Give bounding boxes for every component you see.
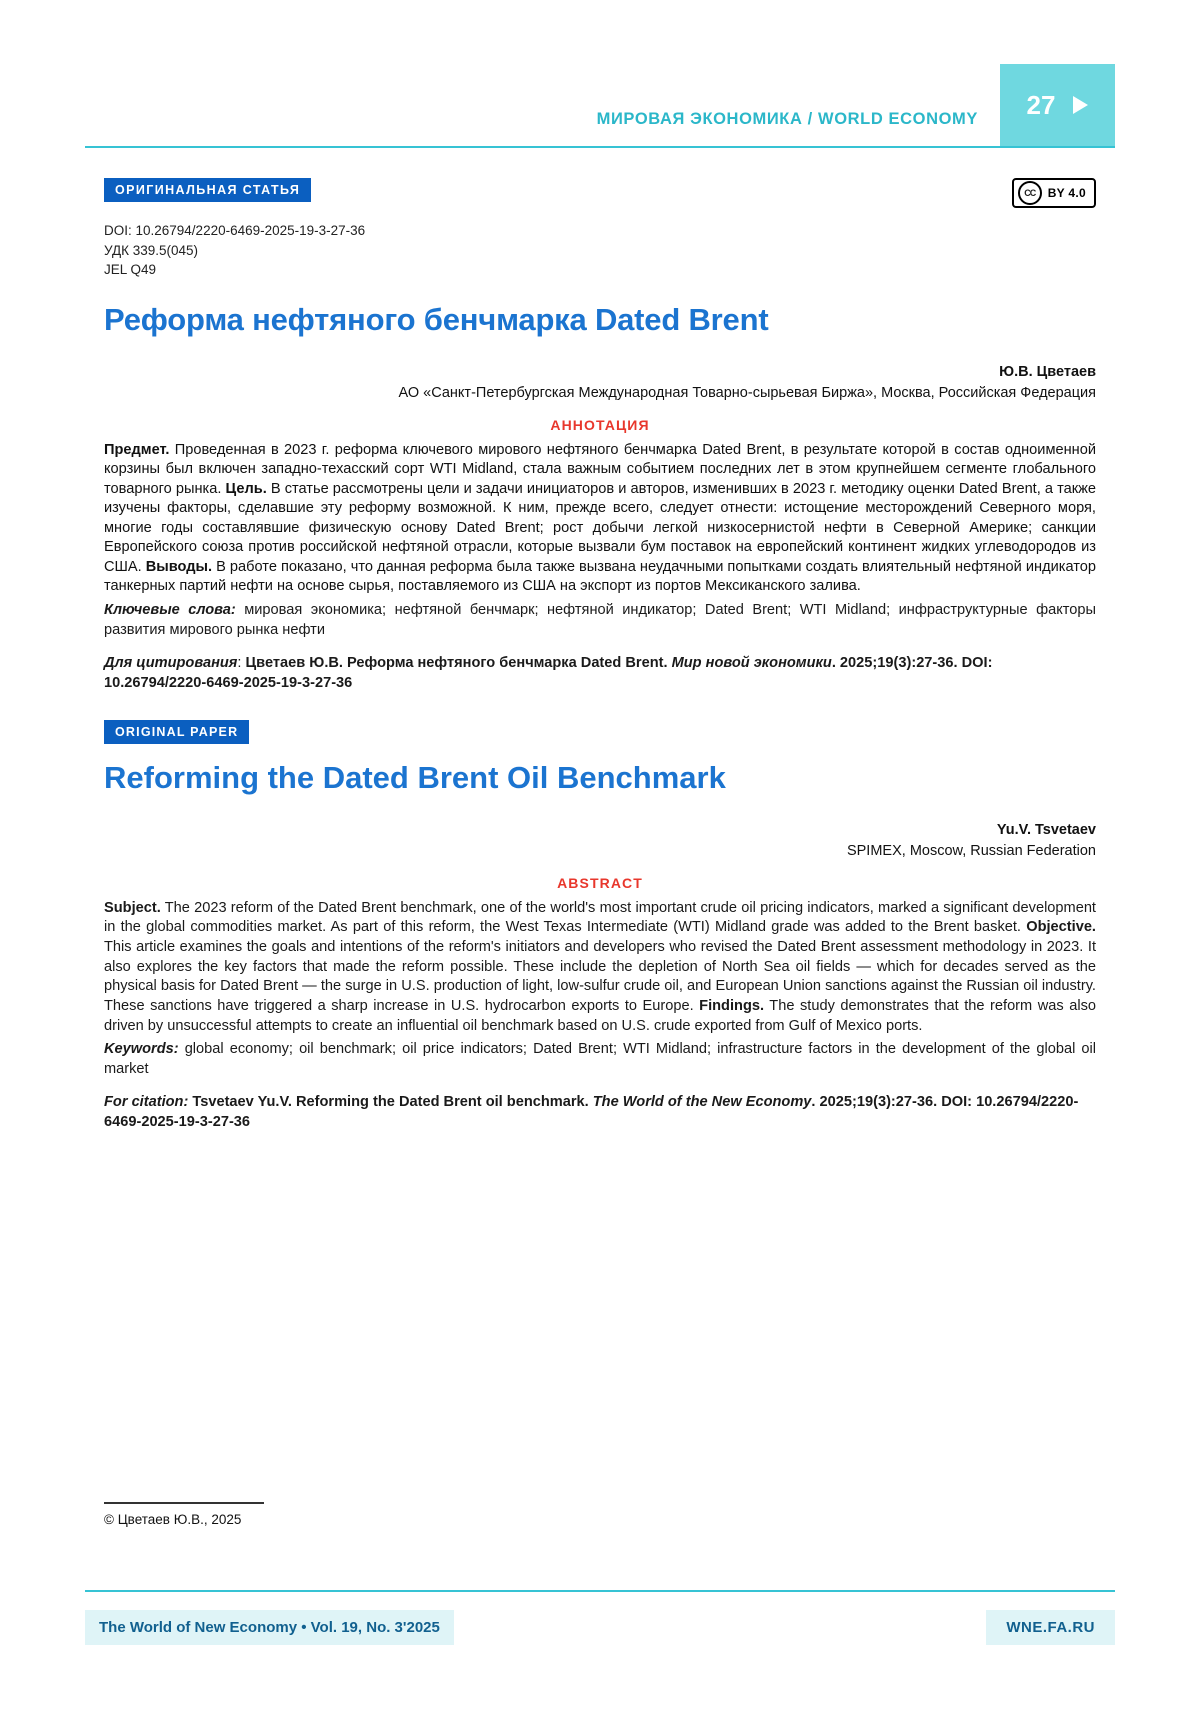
license-label: BY 4.0 <box>1047 186 1086 200</box>
abstract-label-en: ABSTRACT <box>557 874 643 891</box>
abstract-en: Subject. The 2023 reform of the Dated Brent benchmark, one of the world's most important crude oil pricing indicators, marked a significant development in the global commodities market. As part of this reform, the West Texas Intermediate (WTI) Midland grade was added to the Brent basket. Objective. This article examines the goals and intentions of the reform's initiators and developers who revised the Dated Brent assessment methodology in 2023. It also explores the key factors that made the reform possible. These include the depletion of North Sea oil fields — which for decades served as the physical basis for Dated Brent — the surge in U.S. production of light, low-sulfur crude oil, and European Union sanctions against the Russian oil industry. These sanctions have triggered a sharp increase in U.S. hydrocarbon exports to Europe. Findings. The study demonstrates that the reform was also driven by unsuccessful attempts to create an influential oil benchmark based on U.S. crude exported from Gulf of Mexico ports. <box>104 899 1096 1034</box>
page-number-block <box>1000 64 1115 146</box>
citation-en: For citation: Tsvetaev Yu.V. Reforming the Dated Brent oil benchmark. The World of the New Economy. 2025;19(3):27-36. DOI: 10.26794/2220-6469-2025-19-3-27-36 <box>104 1094 1079 1131</box>
citation-ru: Для цитирования: Цветаев Ю.В. Реформа нефтяного бенчмарка Dated Brent. Мир новой экономики. 2025;19(3):27-36. DOI: 10.26794/2220-6469-2025-19-3-27-36 <box>104 655 993 692</box>
original-article-badge: ОРИГИНАЛЬНАЯ СТАТЬЯ <box>104 178 311 202</box>
abstract-ru: Предмет. Проведенная в 2023 г. реформа ключевого мирового нефтяного бенчмарка Dated Brent, в результате которой в состав одноименной корзины был включен западно-техасский сорт WTI Midland, стала важным событием последних лет в этом крупнейшем сегменте глобального товарного рынка. Цель. В статье рассмотрены цели и задачи инициаторов и авторов, изменивших в 2023 г. методику оценки Dated Brent, а также изучены факторы, сделавшие эту реформу возможной. К ним, прежде всего, следует отнести: истощение месторождений Северного моря, многие годы составлявшие физическую основу Dated Brent; рост добычи легкой низкосернистой нефти в Северной Америке; санкции Европейского союза против российской нефтяной отрасли, которые вызвали бум поставок на европейский континент жидких углеводородов из США. Выводы. В работе показано, что данная реформа была также вызвана неудачными попытками создать влиятельный нефтяной индикатор танкерных партий нефти на основе сырья, поставляемого из США на экспорт из портов Мексиканского залива. <box>104 441 1097 594</box>
page-number: 27 <box>1026 89 1056 120</box>
author-name-ru: Ю.В. Цветаев <box>999 363 1096 380</box>
copyright-divider <box>104 1502 264 1504</box>
abstract-label-ru: АННОТАЦИЯ <box>550 416 650 433</box>
keywords-en: Keywords: global economy; oil benchmark; oil price indicators; Dated Brent; WTI Midland; infrastructure factors in the development of the global oil market <box>104 1041 1096 1077</box>
author-affiliation-ru: АО «Санкт-Петербургская Международная Товарно-сырьевая Биржа», Москва, Российская Федерация <box>398 384 1096 401</box>
journal-site-label[interactable]: WNE.FA.RU <box>986 1610 1115 1645</box>
doi-line: DOI: 10.26794/2220-6469-2025-19-3-27-36 <box>104 223 366 238</box>
author-affiliation-en: SPIMEX, Moscow, Russian Federation <box>846 842 1096 859</box>
journal-issue-label: The World of New Economy • Vol. 19, No. 3'2025 <box>85 1610 454 1645</box>
author-name-en: Yu.V. Tsvetaev <box>996 821 1096 838</box>
footer-divider <box>85 1590 1115 1592</box>
original-paper-badge: ORIGINAL PAPER <box>104 720 249 744</box>
running-head: МИРОВАЯ ЭКОНОМИКА / WORLD ECONOMY <box>596 110 978 128</box>
license-badge <box>1012 178 1096 208</box>
page-header <box>0 64 1200 138</box>
triangle-right-icon <box>1073 96 1088 114</box>
page-title-ru: Реформа нефтяного бенчмарка Dated Brent <box>104 301 769 337</box>
creative-commons-icon: CC <box>1018 181 1042 205</box>
article-content <box>104 178 1096 1133</box>
header-divider <box>85 146 1115 148</box>
copyright-notice: © Цветаев Ю.В., 2025 <box>104 1512 242 1527</box>
jel-line: JEL Q49 <box>104 262 157 278</box>
page-title-en: Reforming the Dated Brent Oil Benchmark <box>104 759 726 795</box>
keywords-ru: Ключевые слова: мировая экономика; нефтяной бенчмарк; нефтяной индикатор; Dated Brent; WTI Midland; инфраструктурные факторы развития мирового рынка нефти <box>104 602 1096 638</box>
udk-line: УДК 339.5(045) <box>104 242 199 258</box>
article-identifiers <box>104 221 1096 280</box>
